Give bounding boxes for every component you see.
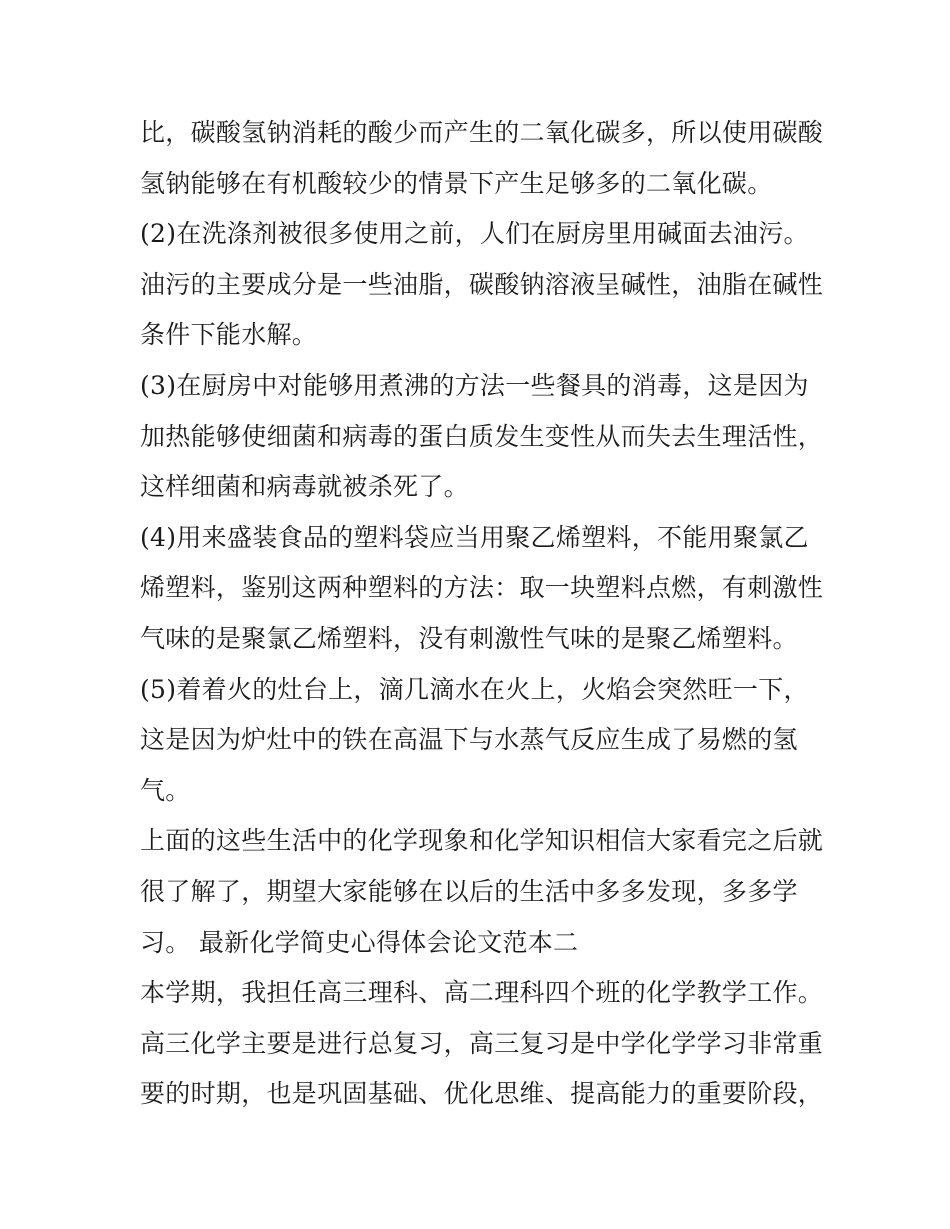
text-line-8: 这样细菌和病毒就被杀死了。 <box>140 472 469 502</box>
text-line-20: 要的时期，也是巩固基础、优化思维、提高能力的重要阶段， <box>140 1079 824 1109</box>
text-line-14: 气。 <box>140 775 191 805</box>
text-line-12: (5)着着火的灶台上，滴几滴水在火上，火焰会突然旺一下， <box>140 674 809 704</box>
text-line-9: (4)用来盛装食品的塑料袋应当用聚乙烯塑料，不能用聚氯乙 <box>140 522 809 552</box>
text-line-1: 比，碳酸氢钠消耗的酸少而产生的二氧化碳多，所以使用碳酸 <box>140 118 824 147</box>
text-line-19: 高三化学主要是进行总复习，高三复习是中学化学学习非常重 <box>140 1028 824 1058</box>
text-line-6: (3)在厨房中对能够用煮沸的方法一些餐具的消毒，这是因为 <box>140 370 809 400</box>
text-line-3: (2)在洗涤剂被很多使用之前，人们在厨房里用碱面去油污。 <box>140 219 809 249</box>
text-line-10: 烯塑料，鉴别这两种塑料的方法：取一块塑料点燃，有刺激性 <box>140 573 824 603</box>
document-body <box>140 108 830 1120</box>
text-line-11: 气味的是聚氯乙烯塑料，没有刺激性气味的是聚乙烯塑料。 <box>140 623 798 653</box>
text-line-15: 上面的这些生活中的化学现象和化学知识相信大家看完之后就 <box>140 826 824 856</box>
text-line-17: 习。 最新化学简史心得体会论文范本二 <box>140 927 579 957</box>
text-line-4: 油污的主要成分是一些油脂，碳酸钠溶液呈碱性，油脂在碱性 <box>140 269 824 299</box>
text-line-18: 本学期，我担任高三理科、高二理科四个班的化学教学工作。 <box>140 978 824 1008</box>
text-line-2: 氢钠能够在有机酸较少的情景下产生足够多的二氧化碳。 <box>140 168 773 198</box>
text-line-13: 这是因为炉灶中的铁在高温下与水蒸气反应生成了易燃的氢 <box>140 725 798 755</box>
text-line-5: 条件下能水解。 <box>140 320 318 350</box>
text-line-16: 很了解了，期望大家能够在以后的生活中多多发现，多多学 <box>140 876 798 906</box>
text-line-7: 加热能够使细菌和病毒的蛋白质发生变性从而失去生理活性， <box>140 421 824 451</box>
